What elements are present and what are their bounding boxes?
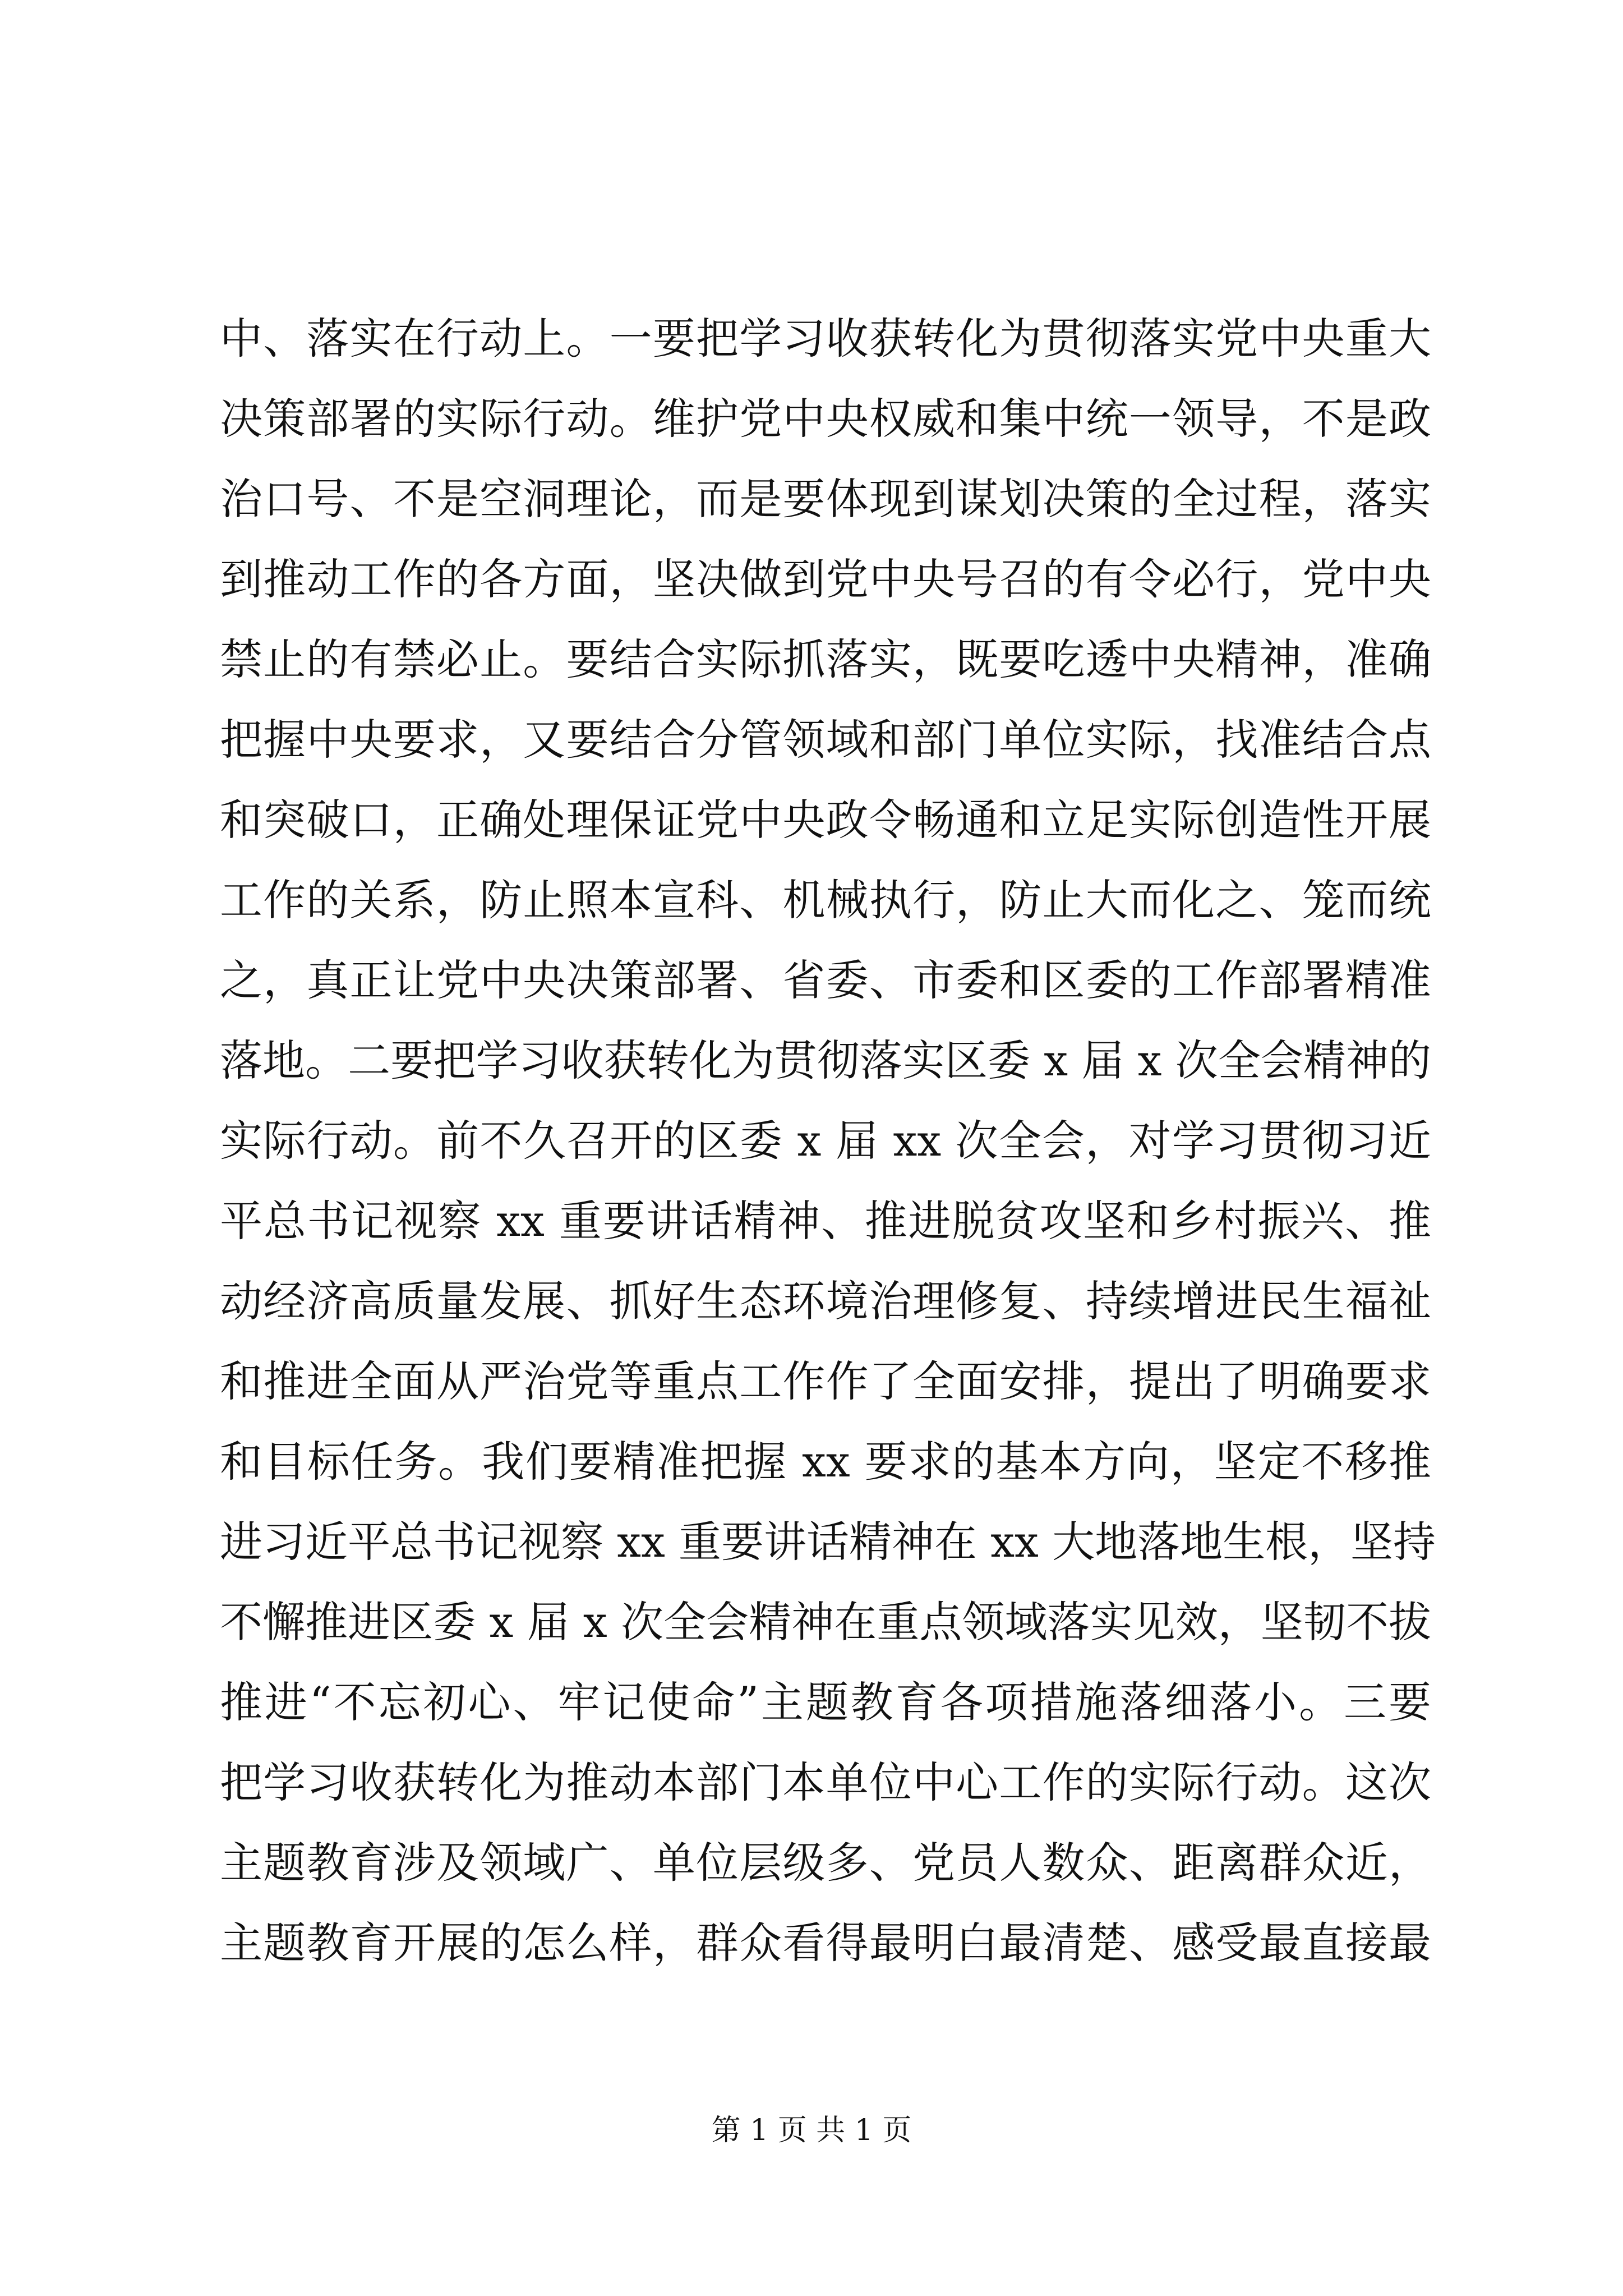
text-line: 之，真正让党中央决策部署、省委、市委和区委的工作部署精准 <box>220 955 1431 1005</box>
text-line: 和推进全面从严治党等重点工作作了全面安排，提出了明确要求 <box>220 1356 1431 1406</box>
text-line: 和突破口，正确处理保证党中央政令畅通和立足实际创造性开展 <box>220 795 1431 845</box>
page-footer: 第 1 页 共 1 页 <box>711 2114 912 2147</box>
text-line: 主题教育开展的怎么样，群众看得最明白最清楚、感受最直接最 <box>220 1918 1431 1968</box>
text-line: 工作的关系，防止照本宣科、机械执行，防止大而化之、笼而统 <box>220 875 1431 925</box>
text-line: 进习近平总书记视察 xx 重要讲话精神在 xx 大地落地生根，坚持 <box>220 1517 1436 1567</box>
text-line: 到推动工作的各方面，坚决做到党中央号召的有令必行，党中央 <box>220 554 1431 604</box>
body-text <box>220 298 1436 1983</box>
text-line: 决策部署的实际行动。维护党中央权威和集中统一领导，不是政 <box>220 394 1431 444</box>
text-line: 禁止的有禁必止。要结合实际抓落实，既要吃透中央精神，准确 <box>220 634 1431 684</box>
text-line: 动经济高质量发展、抓好生态环境治理修复、持续增进民生福祉 <box>220 1276 1431 1326</box>
text-line: 平总书记视察 xx 重要讲话精神、推进脱贫攻坚和乡村振兴、推 <box>220 1196 1431 1246</box>
text-line: 不懈推进区委 x 届 x 次全会精神在重点领域落实见效，坚韧不拔 <box>220 1597 1431 1647</box>
text-line: 中、落实在行动上。一要把学习收获转化为贯彻落实党中央重大 <box>220 314 1431 364</box>
text-line: 主题教育涉及领域广、单位层级多、党员人数众、距离群众近， <box>220 1838 1431 1888</box>
text-line: 推进“不忘初心、牢记使命”主题教育各项措施落细落小。三要 <box>220 1677 1431 1727</box>
text-line: 治口号、不是空洞理论，而是要体现到谋划决策的全过程，落实 <box>220 474 1431 524</box>
text-line: 实际行动。前不久召开的区委 x 届 xx 次全会，对学习贯彻习近 <box>220 1116 1431 1166</box>
text-line: 落地。二要把学习收获转化为贯彻落实区委 x 届 x 次全会精神的 <box>220 1036 1431 1085</box>
text-line: 把握中央要求，又要结合分管领域和部门单位实际，找准结合点 <box>220 715 1431 765</box>
text-line: 把学习收获转化为推动本部门本单位中心工作的实际行动。这次 <box>220 1757 1431 1807</box>
text-line: 和目标任务。我们要精准把握 xx 要求的基本方向，坚定不移推 <box>220 1437 1431 1487</box>
